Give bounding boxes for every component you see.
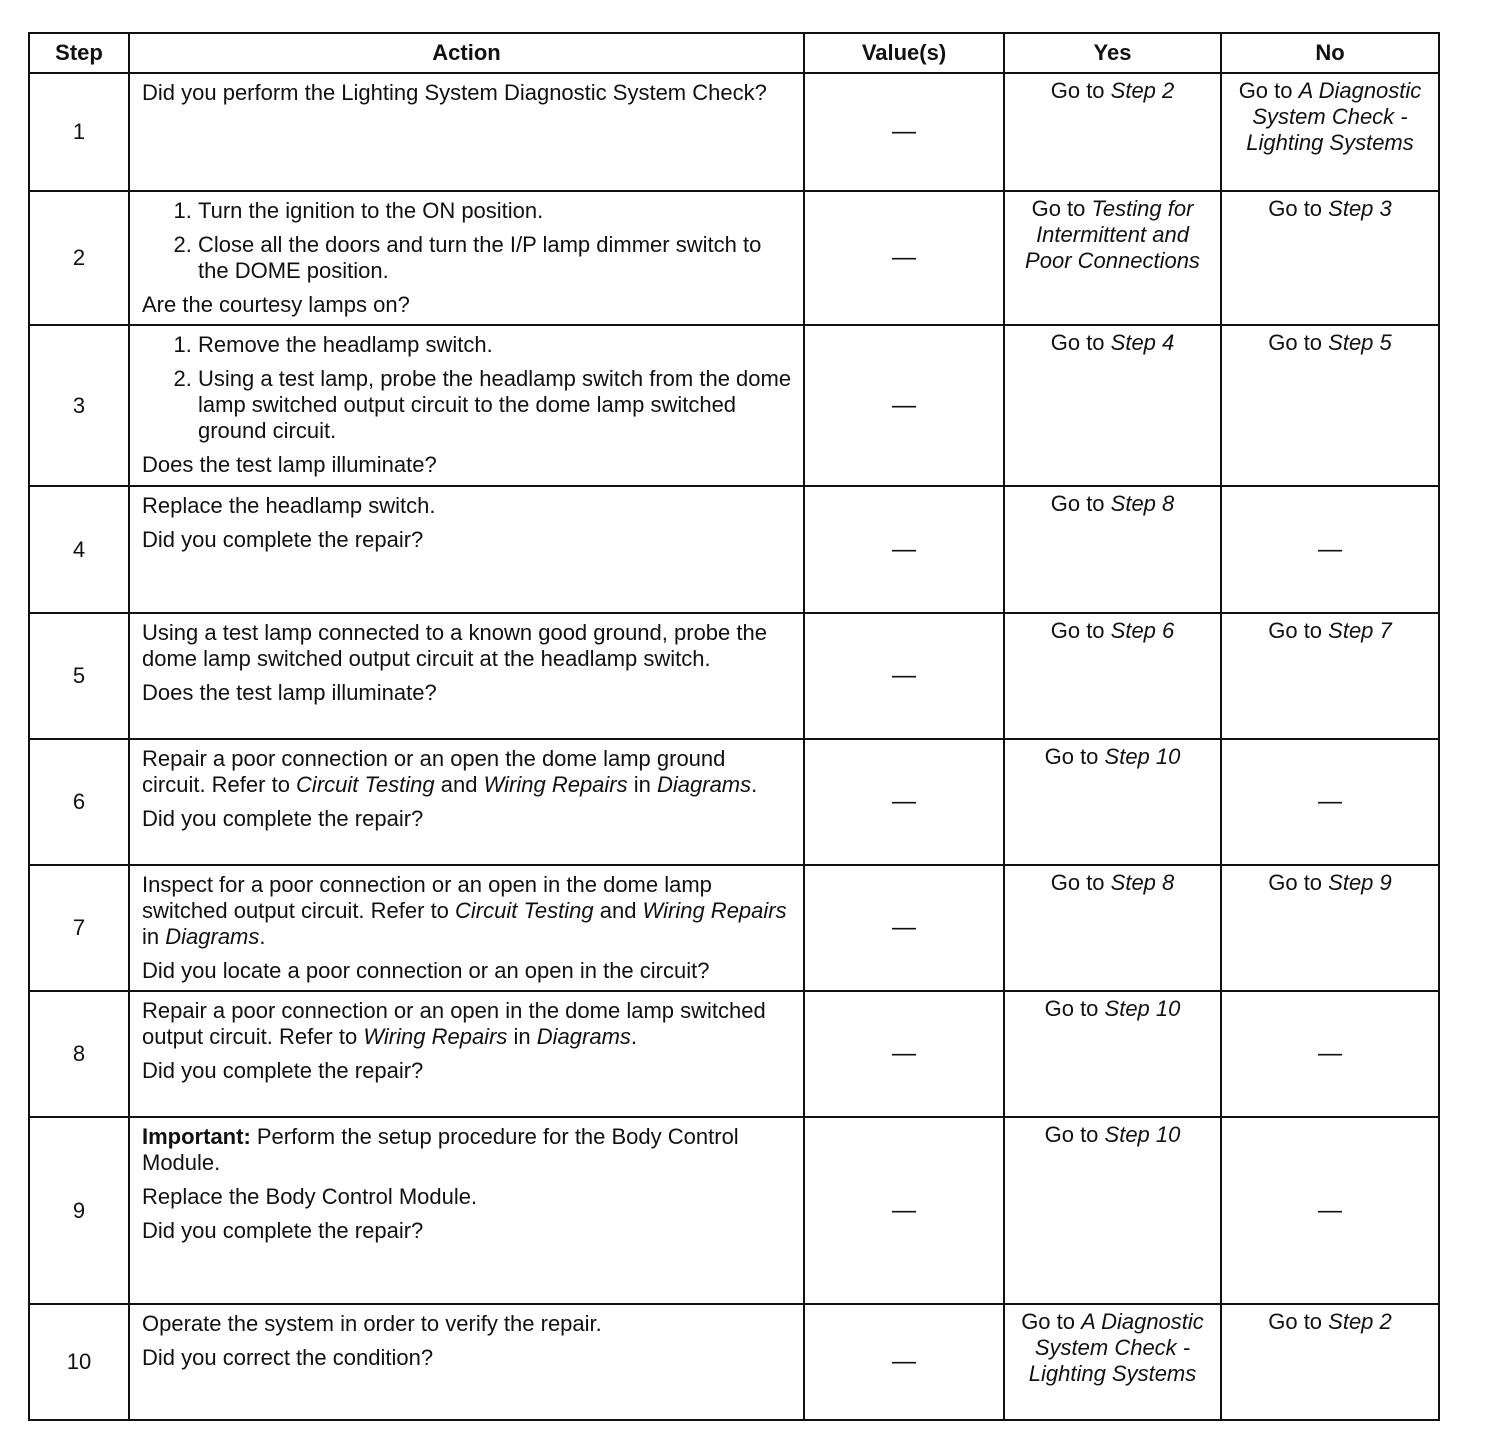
no-link[interactable]: Step 7 <box>1328 618 1392 643</box>
no-prefix: Go to <box>1268 196 1329 221</box>
step-number: 9 <box>29 1117 129 1304</box>
no-link[interactable]: Step 3 <box>1328 196 1392 221</box>
step-number: 2 <box>29 191 129 325</box>
action-text-part: Repair a poor connection or an open in the dome lamp switched output circuit. Refer to <box>142 998 766 1049</box>
step-number: 1 <box>29 73 129 191</box>
no-cell: — <box>1221 1117 1439 1304</box>
action-question: Does the test lamp illuminate? <box>142 452 437 477</box>
action-cell <box>129 1304 804 1420</box>
important-label: Important: <box>142 1124 251 1149</box>
value-cell: — <box>804 191 1004 325</box>
action-list-item: 1. Remove the headlamp switch. <box>198 332 793 358</box>
action-text <box>142 998 793 1050</box>
yes-cell <box>1004 613 1221 739</box>
yes-prefix: Go to <box>1021 1309 1082 1334</box>
no-prefix: Go to <box>1238 78 1299 103</box>
table-row <box>29 739 1439 865</box>
action-list <box>142 332 793 452</box>
action-text-part: in <box>507 1024 537 1049</box>
step-number: 7 <box>29 865 129 991</box>
action-text-part: . <box>259 924 266 949</box>
no-prefix: Go to <box>1268 1309 1329 1334</box>
table-row <box>29 1304 1439 1420</box>
ref-wiring-repairs[interactable]: Wiring Repairs <box>483 772 628 797</box>
action-text-part: . <box>751 772 758 797</box>
header-row <box>29 33 1439 73</box>
step-number: 4 <box>29 486 129 613</box>
header-yes: Yes <box>1004 33 1221 73</box>
value-cell: — <box>804 73 1004 191</box>
action-text <box>142 872 793 950</box>
step-number: 8 <box>29 991 129 1117</box>
yes-prefix: Go to <box>1044 1122 1105 1147</box>
no-link[interactable]: Step 2 <box>1328 1309 1392 1334</box>
ref-diagrams[interactable]: Diagrams <box>536 1024 631 1049</box>
yes-cell <box>1004 991 1221 1117</box>
value-cell: — <box>804 1117 1004 1304</box>
no-cell <box>1221 325 1439 486</box>
table-row <box>29 991 1439 1117</box>
table-row <box>29 486 1439 613</box>
value-cell: — <box>804 613 1004 739</box>
action-list-item: 2. Close all the doors and turn the I/P lamp dimmer switch to the DOME position. <box>198 232 793 284</box>
yes-cell <box>1004 739 1221 865</box>
no-cell <box>1221 1304 1439 1420</box>
yes-link[interactable]: A Diagnostic System Check - Lighting Systems <box>1028 1309 1204 1386</box>
yes-prefix: Go to <box>1050 870 1111 895</box>
important-text: Perform the setup procedure for the Body Control Module. <box>142 1124 739 1175</box>
value-cell: — <box>804 325 1004 486</box>
action-text-part: Repair a poor connection or an open the dome lamp ground circuit. Refer to <box>142 746 726 797</box>
action-text: Replace the headlamp switch. <box>142 493 436 518</box>
diagnostic-table <box>28 32 1440 1421</box>
yes-link[interactable]: Step 4 <box>1110 330 1175 355</box>
yes-cell <box>1004 73 1221 191</box>
yes-link[interactable]: Step 2 <box>1110 78 1175 103</box>
header-step: Step <box>29 33 129 73</box>
no-prefix: Go to <box>1268 618 1329 643</box>
action-cell <box>129 191 804 325</box>
yes-prefix: Go to <box>1044 996 1105 1021</box>
action-cell <box>129 991 804 1117</box>
ref-wiring-repairs[interactable]: Wiring Repairs <box>363 1024 508 1049</box>
action-list-item: 2. Using a test lamp, probe the headlamp switch from the dome lamp switched output circuit to the dome lamp switched ground circuit. <box>198 366 793 444</box>
action-list-item: 1. Turn the ignition to the ON position. <box>198 198 793 224</box>
yes-prefix: Go to <box>1050 491 1111 516</box>
value-cell: — <box>804 1304 1004 1420</box>
no-link[interactable]: Step 5 <box>1328 330 1392 355</box>
table-row <box>29 325 1439 486</box>
no-cell: — <box>1221 991 1439 1117</box>
yes-cell <box>1004 325 1221 486</box>
header-no: No <box>1221 33 1439 73</box>
value-cell: — <box>804 991 1004 1117</box>
step-number: 10 <box>29 1304 129 1420</box>
action-text-part: in <box>142 924 166 949</box>
ref-diagrams[interactable]: Diagrams <box>657 772 752 797</box>
yes-link[interactable]: Step 10 <box>1104 996 1181 1021</box>
header-action: Action <box>129 33 804 73</box>
yes-link[interactable]: Step 8 <box>1110 491 1175 516</box>
yes-cell <box>1004 1117 1221 1304</box>
action-text: Replace the Body Control Module. <box>142 1184 478 1209</box>
table-row <box>29 613 1439 739</box>
ref-circuit-testing[interactable]: Circuit Testing <box>296 772 435 797</box>
action-cell <box>129 739 804 865</box>
action-question: Did you complete the repair? <box>142 806 424 831</box>
action-text: Did you perform the Lighting System Diagnostic System Check? <box>142 80 767 105</box>
action-text-part: and <box>593 898 643 923</box>
action-question: Did you complete the repair? <box>142 527 424 552</box>
step-number: 5 <box>29 613 129 739</box>
action-cell <box>129 486 804 613</box>
action-text-part: . <box>630 1024 638 1049</box>
yes-prefix: Go to <box>1050 618 1111 643</box>
table-row <box>29 1117 1439 1304</box>
yes-prefix: Go to <box>1050 330 1111 355</box>
action-text-part: in <box>627 772 657 797</box>
no-prefix: Go to <box>1268 330 1329 355</box>
ref-circuit-testing[interactable]: Circuit Testing <box>455 898 594 923</box>
action-question: Does the test lamp illuminate? <box>142 680 437 705</box>
action-question: Did you locate a poor connection or an open in the circuit? <box>142 958 710 983</box>
yes-cell <box>1004 865 1221 991</box>
action-question: Did you correct the condition? <box>142 1345 434 1370</box>
yes-prefix: Go to <box>1044 744 1105 769</box>
yes-link[interactable]: Step 10 <box>1104 744 1181 769</box>
no-prefix: Go to <box>1268 870 1329 895</box>
no-cell <box>1221 865 1439 991</box>
action-text-part: and <box>434 772 484 797</box>
yes-link[interactable]: Step 8 <box>1110 870 1175 895</box>
yes-cell <box>1004 191 1221 325</box>
action-question: Are the courtesy lamps on? <box>142 292 410 317</box>
action-text: Operate the system in order to verify the repair. <box>142 1311 602 1336</box>
step-number: 3 <box>29 325 129 486</box>
yes-cell <box>1004 1304 1221 1420</box>
step-number: 6 <box>29 739 129 865</box>
yes-prefix: Go to <box>1031 196 1092 221</box>
value-cell: — <box>804 865 1004 991</box>
ref-diagrams[interactable]: Diagrams <box>165 924 260 949</box>
action-cell <box>129 325 804 486</box>
header-values: Value(s) <box>804 33 1004 73</box>
action-cell <box>129 73 804 191</box>
no-cell <box>1221 613 1439 739</box>
no-link[interactable]: Step 9 <box>1328 870 1392 895</box>
no-cell: — <box>1221 739 1439 865</box>
table-row <box>29 191 1439 325</box>
table-row <box>29 865 1439 991</box>
table-row <box>29 73 1439 191</box>
yes-cell <box>1004 486 1221 613</box>
no-cell <box>1221 73 1439 191</box>
no-link[interactable]: A Diagnostic System Check - Lighting Systems <box>1246 78 1422 155</box>
action-text: Using a test lamp connected to a known good ground, probe the dome lamp switched output circuit at the headlamp switch. <box>142 620 767 671</box>
yes-link[interactable]: Step 6 <box>1110 618 1175 643</box>
ref-wiring-repairs[interactable]: Wiring Repairs <box>642 898 787 923</box>
action-cell <box>129 1117 804 1304</box>
action-question: Did you complete the repair? <box>142 1058 424 1083</box>
action-text <box>142 746 793 798</box>
action-text-part: Inspect for a poor connection or an open in the dome lamp switched output circuit. Refer to <box>142 872 712 923</box>
no-cell: — <box>1221 486 1439 613</box>
action-question: Did you complete the repair? <box>142 1218 424 1243</box>
important-note <box>142 1124 793 1176</box>
value-cell: — <box>804 739 1004 865</box>
action-cell <box>129 865 804 991</box>
no-cell <box>1221 191 1439 325</box>
yes-link[interactable]: Step 10 <box>1104 1122 1181 1147</box>
yes-prefix: Go to <box>1050 78 1111 103</box>
yes-link[interactable]: Testing for Intermittent and Poor Connections <box>1025 196 1200 273</box>
value-cell: — <box>804 486 1004 613</box>
action-cell <box>129 613 804 739</box>
action-list <box>142 198 793 292</box>
